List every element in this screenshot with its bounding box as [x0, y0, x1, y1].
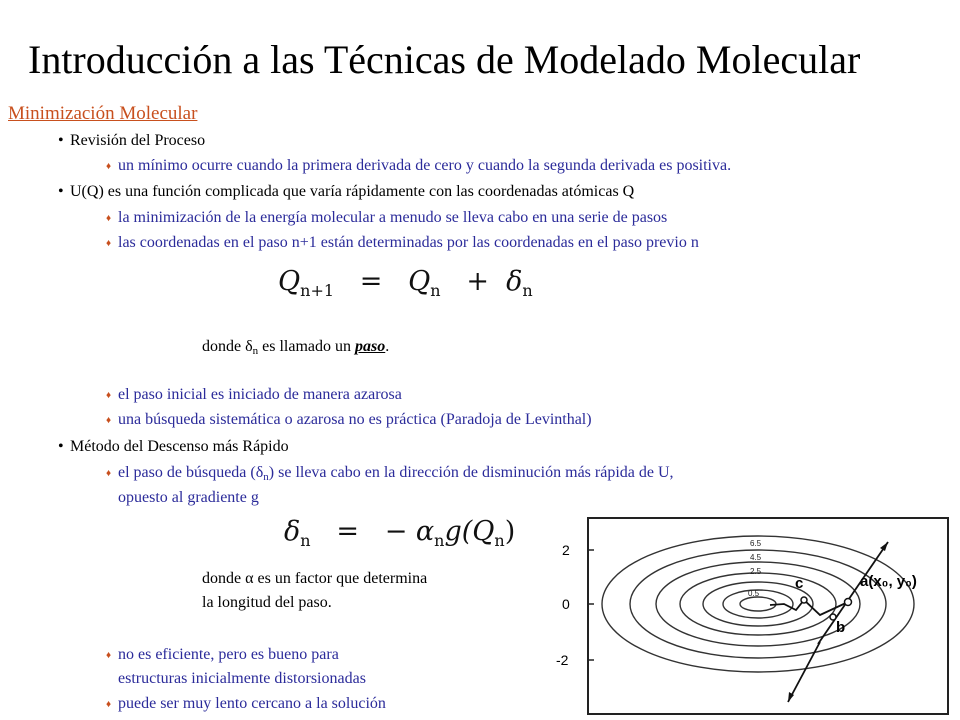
- diamond-bullet-icon: ♦: [106, 468, 112, 479]
- start-point: [845, 599, 852, 606]
- y-tick-label: 2: [562, 542, 570, 558]
- sub-bullet-text: el paso inicial es iniciado de manera azarosa: [118, 386, 402, 403]
- contour-figure: [548, 512, 956, 718]
- contour-label: 6.5: [750, 539, 762, 548]
- sub-bullet-item: [106, 645, 339, 666]
- contour-label: 0.5: [748, 589, 760, 598]
- sub-bullet-item: [106, 208, 667, 229]
- bullet-item: [58, 437, 289, 457]
- sub-bullet-text: un mínimo ocurre cuando la primera derivada de cero y cuando la segunda derivada es positiva.: [118, 157, 732, 174]
- sub-bullet-text: una búsqueda sistemática o azarosa no es práctica: [118, 411, 441, 428]
- donde-alpha-line: donde α es un factor que determina: [202, 570, 428, 587]
- bullet-item: [58, 182, 634, 202]
- donde-alpha-line-2: la longitud del paso.: [202, 594, 332, 611]
- sub-bullet-item: [106, 385, 402, 406]
- sub-bullet-text: la minimización de la energía molecular a menudo se lleva cabo en una serie de pasos: [118, 209, 668, 226]
- equation-steepest-descent: $\delta_n$ = − $\alpha_ng(Q_n)$: [284, 516, 516, 550]
- bullet-text: Método del Descenso más Rápido: [70, 438, 289, 455]
- point-c: [801, 597, 807, 603]
- figure-frame: [588, 518, 948, 714]
- y-tick-label: -2: [556, 652, 569, 668]
- bullet-text: U(Q) es una función complicada que varía rápidamente con las coordenadas atómicas Q: [70, 183, 635, 200]
- diamond-bullet-icon: ♦: [106, 161, 112, 172]
- donde-delta-line: donde $\delta_n$ es llamado un paso.: [202, 338, 390, 357]
- diamond-bullet-icon: ♦: [106, 390, 112, 401]
- bullet-text: Revisión del Proceso: [70, 132, 206, 149]
- levinthal-note: (Paradoja de Levinthal): [440, 411, 592, 428]
- point-c-label: c: [795, 575, 804, 592]
- bullet-dot-icon: •: [58, 183, 64, 200]
- diamond-bullet-icon: ♦: [106, 699, 112, 710]
- bullet-dot-icon: •: [58, 438, 64, 455]
- sub-bullet-text: puede ser muy lento cercano a la solución: [118, 695, 386, 712]
- sub-bullet-text: las coordenadas en el paso n+1 están determinadas por las coordenadas en el paso previo n: [118, 234, 699, 251]
- diamond-bullet-icon: ♦: [106, 650, 112, 661]
- sub-bullet-item: [106, 694, 386, 715]
- sub-bullet-continuation: estructuras inicialmente distorsionadas: [118, 670, 366, 687]
- diamond-bullet-icon: ♦: [106, 415, 112, 426]
- sub-bullet-item: [106, 410, 592, 431]
- page-title: Introducción a las Técnicas de Modelado Molecular: [28, 37, 861, 82]
- contour-label: 4.5: [750, 553, 762, 562]
- diamond-bullet-icon: ♦: [106, 213, 112, 224]
- point-b-label: b: [836, 619, 846, 636]
- section-heading[interactable]: Minimización Molecular: [8, 103, 198, 124]
- y-tick-label: 0: [562, 596, 570, 612]
- bullet-item: [58, 131, 205, 151]
- sub-bullet-item: [106, 156, 731, 177]
- sub-bullet-item: [106, 233, 699, 254]
- equation-step-update: $Q_{n+1}$ = $Q_n$ + $\delta_n$: [278, 266, 533, 300]
- bullet-dot-icon: •: [58, 132, 64, 149]
- sub-bullet-continuation: opuesto al gradiente g: [118, 489, 259, 506]
- sub-bullet-text: no es eficiente, pero es bueno para: [118, 646, 339, 663]
- diamond-bullet-icon: ♦: [106, 238, 112, 249]
- sub-bullet-item: ♦ el paso de búsqueda $(\delta_n)$ se lleva cabo en la dirección de disminución más rápida de U,: [106, 464, 674, 483]
- point-a-label: a(x₀, y₀): [860, 573, 917, 590]
- contour-label: 2.5: [750, 567, 762, 576]
